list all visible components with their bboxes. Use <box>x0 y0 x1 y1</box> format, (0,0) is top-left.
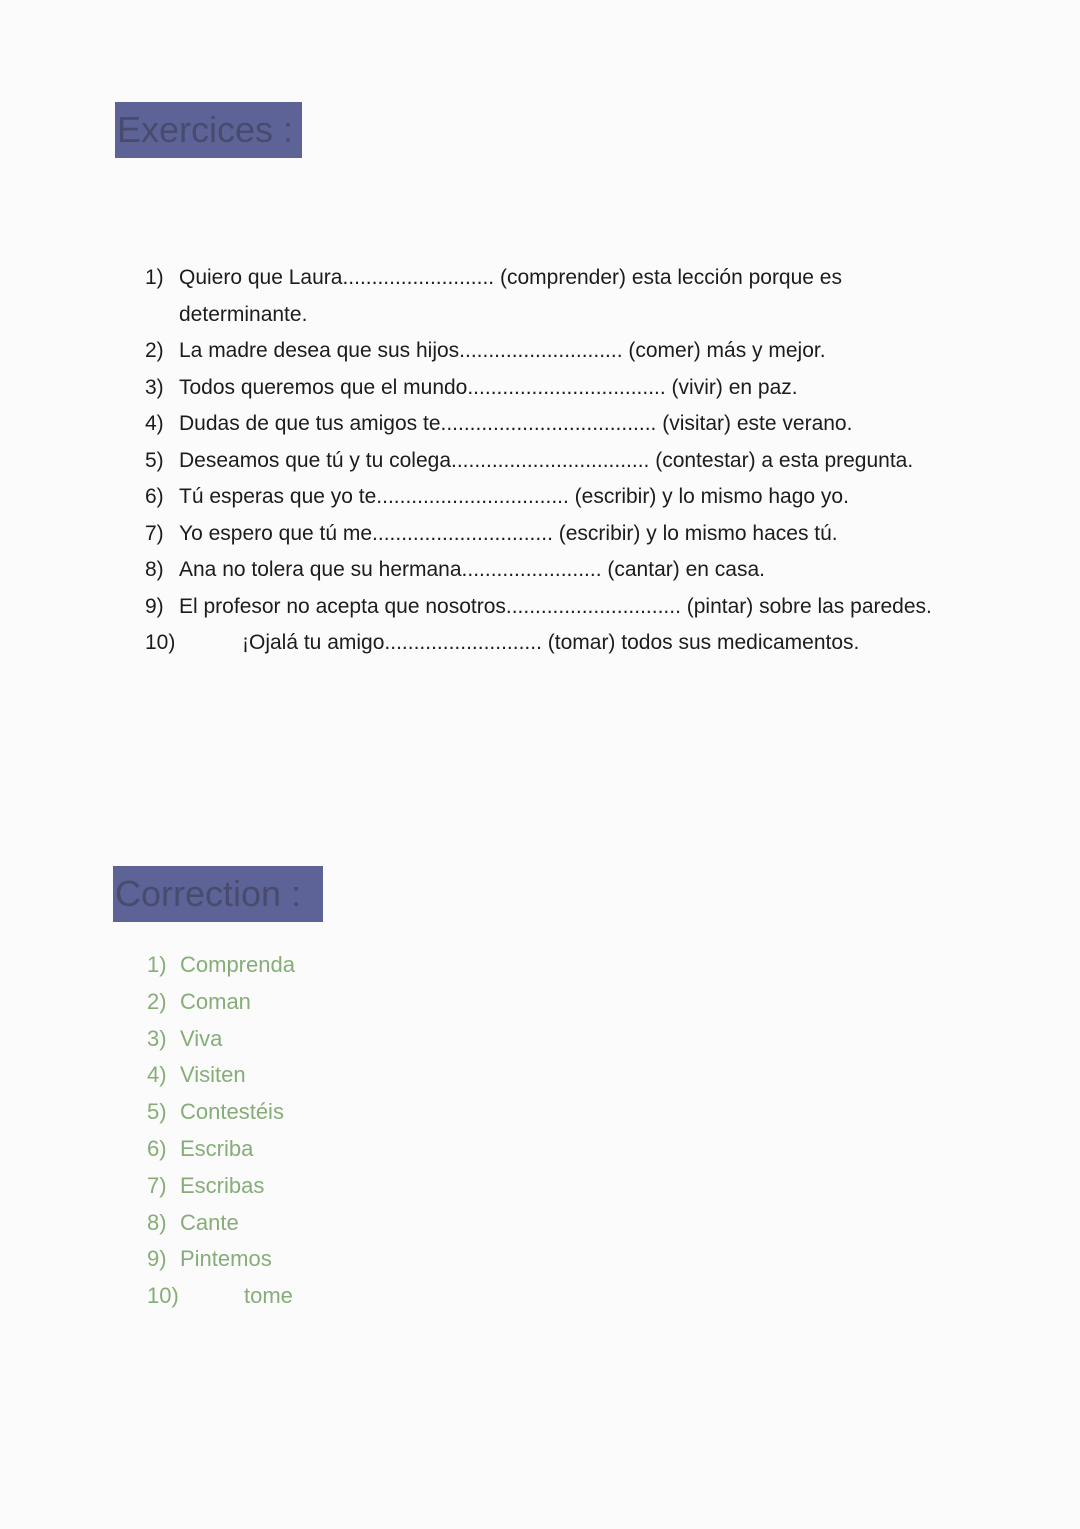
correction-answer: Contestéis <box>180 1099 284 1125</box>
correction-answer: Visiten <box>180 1062 246 1088</box>
exercise-number: 8) <box>145 558 164 581</box>
correction-list <box>147 947 295 1315</box>
correction-item-10 <box>147 1278 295 1315</box>
correction-number: 1) <box>147 952 167 977</box>
exercise-item-2 <box>145 333 945 370</box>
exercise-item-5 <box>145 443 945 480</box>
exercise-text: Quiero que Laura.......................... (comprender) esta lección porque es determinante. <box>179 266 842 326</box>
exercise-item-1 <box>145 260 945 333</box>
exercise-number: 5) <box>145 448 164 472</box>
correction-number: 9) <box>147 1246 167 1272</box>
correction-heading: Correction : <box>113 866 323 922</box>
correction-answer: Cante <box>180 1209 239 1235</box>
correction-answer: Comprenda <box>180 952 295 977</box>
exercise-text: ¡Ojalá tu amigo........................... (tomar) todos sus medicamentos. <box>242 631 860 654</box>
correction-item-5 <box>147 1094 295 1131</box>
correction-answer: tome <box>244 1283 293 1309</box>
correction-item-3 <box>147 1021 295 1058</box>
exercise-item-6 <box>145 479 945 516</box>
exercises-heading: Exercices : <box>115 102 302 158</box>
exercise-text: Yo espero que tú me............................... (escribir) y lo mismo haces tú. <box>179 521 838 545</box>
correction-number: 3) <box>147 1025 167 1051</box>
correction-item-6 <box>147 1131 295 1168</box>
exercise-item-3 <box>145 370 945 407</box>
exercise-number: 3) <box>145 375 164 399</box>
exercise-text: Dudas de que tus amigos te..................................... (visitar) este verano. <box>179 412 853 435</box>
correction-answer: Viva <box>180 1025 223 1051</box>
correction-number: 7) <box>147 1172 167 1198</box>
correction-answer: Pintemos <box>180 1246 272 1272</box>
exercise-item-9 <box>145 589 945 626</box>
correction-item-4 <box>147 1057 295 1094</box>
exercise-item-10 <box>145 625 945 662</box>
exercise-number: 4) <box>145 412 164 435</box>
exercise-number: 1) <box>145 266 164 289</box>
exercise-text: Todos queremos que el mundo.................................. (vivir) en paz. <box>179 375 798 399</box>
correction-answer: Escriba <box>180 1135 254 1161</box>
correction-number: 10) <box>147 1283 179 1309</box>
exercise-number: 10) <box>145 631 176 654</box>
exercise-number: 2) <box>145 339 164 362</box>
correction-number: 5) <box>147 1099 167 1125</box>
correction-answer: Coman <box>180 988 251 1014</box>
correction-item-2 <box>147 984 295 1021</box>
correction-item-7 <box>147 1168 295 1205</box>
exercise-number: 9) <box>145 594 164 618</box>
exercise-item-4 <box>145 406 945 443</box>
correction-number: 6) <box>147 1135 167 1161</box>
correction-item-9 <box>147 1241 295 1278</box>
exercise-item-7 <box>145 516 945 553</box>
exercise-text: La madre desea que sus hijos............................ (comer) más y mejor. <box>179 339 826 362</box>
exercise-number: 7) <box>145 521 164 545</box>
exercise-item-8 <box>145 552 945 589</box>
correction-answer: Escribas <box>180 1172 265 1198</box>
exercise-text: Ana no tolera que su hermana........................ (cantar) en casa. <box>179 558 765 581</box>
exercise-number: 6) <box>145 485 164 508</box>
exercise-text: Deseamos que tú y tu colega.................................. (contestar) a esta pregunta. <box>179 448 914 472</box>
exercise-list <box>145 260 945 662</box>
correction-item-1 <box>147 947 295 984</box>
correction-number: 4) <box>147 1062 167 1088</box>
exercise-text: El profesor no acepta que nosotros.............................. (pintar) sobre las paredes. <box>179 594 932 618</box>
exercise-text: Tú esperas que yo te................................. (escribir) y lo mismo hago yo. <box>179 485 849 508</box>
correction-number: 8) <box>147 1209 167 1235</box>
correction-item-8 <box>147 1205 295 1242</box>
correction-number: 2) <box>147 988 167 1014</box>
